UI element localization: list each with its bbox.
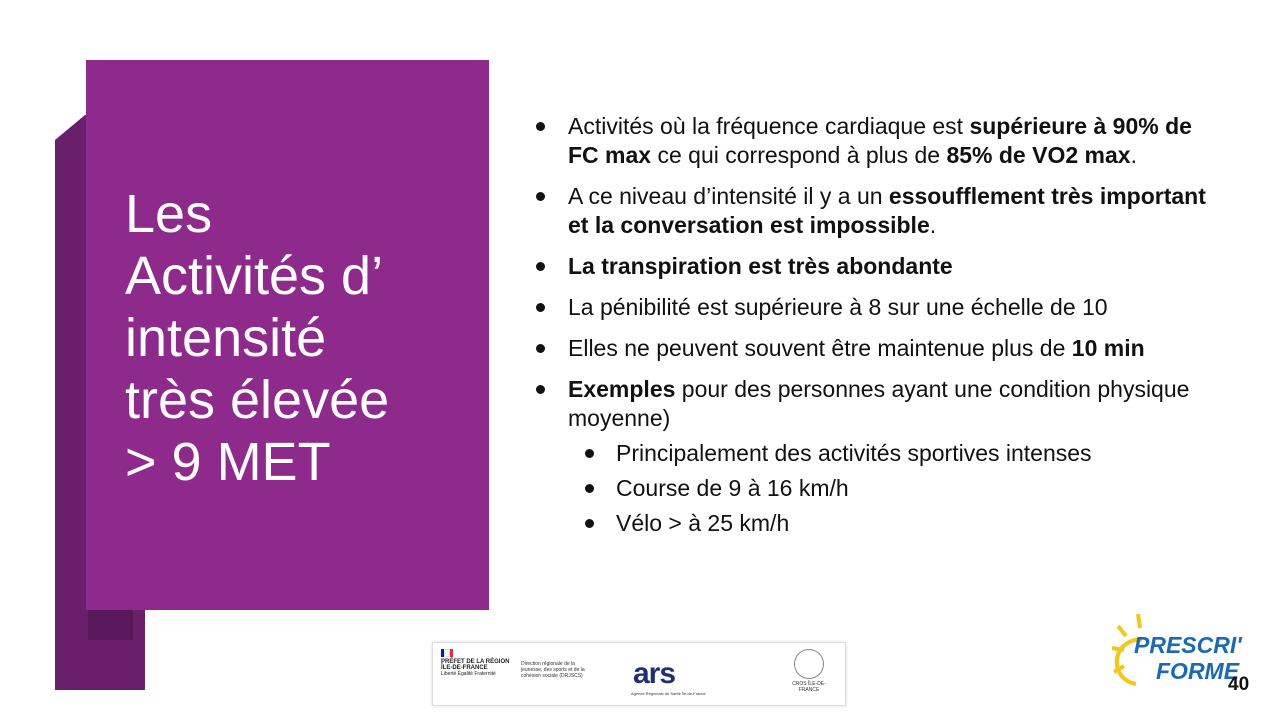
bullet-text-bold: supérieure à 90% de FC max xyxy=(568,113,1192,168)
french-flag-icon xyxy=(441,649,453,657)
ars-subtitle: Agence Régionale de Santé Île-de-France xyxy=(631,691,706,696)
bullet-text-bold: La transpiration est très abondante xyxy=(568,253,953,279)
drjscs-label: Direction régionale de la jeunesse, des sports et de la cohésion sociale (DRJSCS) xyxy=(521,661,585,679)
bullet-list xyxy=(530,112,1220,538)
olympic-rings-icon xyxy=(794,649,824,679)
bullet-text-bold: 85% de VO2 max xyxy=(946,142,1131,168)
bullet-item xyxy=(530,182,1220,240)
title-line: intensité xyxy=(125,308,327,368)
bullet-text-bold: 10 min xyxy=(1071,335,1145,361)
slide-title xyxy=(125,183,475,493)
bullet-text: ce qui correspond à plus de xyxy=(651,142,947,168)
prefet-logo xyxy=(441,649,511,677)
bullet-text: La pénibilité est supérieure à 8 sur une échelle de 10 xyxy=(568,294,1108,320)
sub-bullet-item: Course de 9 à 16 km/h xyxy=(568,474,1220,503)
bullet-text: . xyxy=(929,212,937,238)
bullet-item xyxy=(530,334,1220,363)
sub-bullet-item: Vélo > à 25 km/h xyxy=(568,509,1220,538)
bullet-text: pour des personnes ayant une condition physique moyenne) xyxy=(568,376,1190,431)
ars-logo: ars xyxy=(633,657,676,690)
partner-logos-banner xyxy=(432,642,846,706)
cros-logo xyxy=(791,649,827,693)
bullet-item xyxy=(530,252,1220,281)
bullet-text-bold: Exemples xyxy=(568,376,676,402)
title-line: Activités d’ xyxy=(125,246,384,306)
sub-bullet-item: Principalement des activités sportives intenses xyxy=(568,439,1220,468)
page-number: 40 xyxy=(1228,674,1250,695)
bullet-content xyxy=(530,112,1220,550)
bullet-text: . xyxy=(1130,142,1137,168)
sub-bullet-list xyxy=(568,439,1220,538)
bullet-item xyxy=(530,375,1220,538)
bullet-text: A ce niveau d’intensité il y a un xyxy=(568,183,889,209)
bullet-text-bold: essoufflement très important et la conversation est impossible xyxy=(568,183,1206,238)
bullet-text: Activités où la fréquence cardiaque est xyxy=(568,113,970,139)
title-line: Les xyxy=(125,184,213,244)
bullet-text: Elles ne peuvent souvent être maintenue plus de xyxy=(568,335,1072,361)
title-line: > 9 MET xyxy=(125,432,331,492)
bullet-item xyxy=(530,112,1220,170)
title-line: très élevée xyxy=(125,370,390,430)
bullet-item xyxy=(530,293,1220,322)
prefet-motto: Liberté Égalité Fraternité xyxy=(441,671,496,677)
brand-line-1: PRESCRI' xyxy=(1134,632,1242,658)
brand-line-2: FORME xyxy=(1156,658,1240,684)
cros-label: CROS ÎLE-DE-FRANCE xyxy=(792,681,826,693)
prefet-title: PRÉFET DE LA RÉGION ÎLE-DE-FRANCE xyxy=(441,659,510,671)
